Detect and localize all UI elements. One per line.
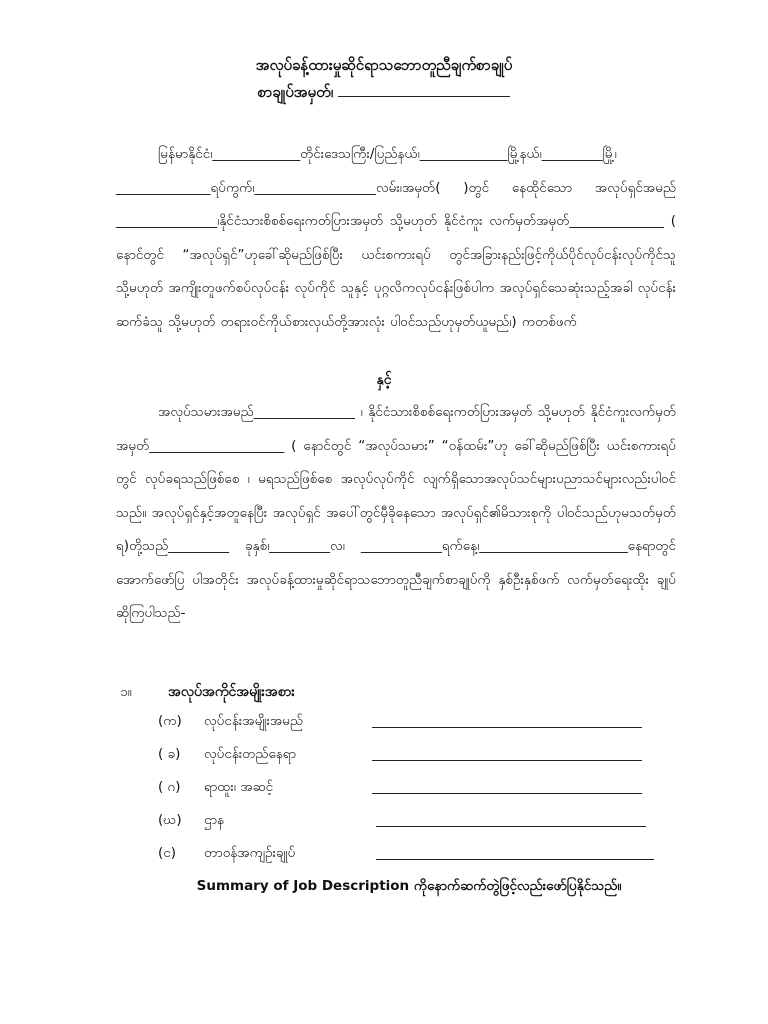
employee-paragraph: [116, 396, 676, 631]
document-title: အလုပ်ခန့်ထားမှုဆိုင်ရာသဘောတူညီချက်စာချုပ်: [255, 56, 513, 74]
employer-paragraph: [116, 138, 676, 339]
item-blank: [376, 826, 646, 827]
item-mark: ( ဂ): [158, 779, 181, 795]
employee-paragraph-text: အလုပ်သမားအမည်_______________ ၊ နိုင်ငံသားစိစစ်ရေးကတ်ပြားအမှတ် သို့မဟုတ် နိုင်ငံကူးလက်မှတ်အမှတ်____________________ ( နောင်တွင် “အလုပ်သမား” “ဝန်ထမ်း”ဟု ခေါ်ဆိုမည်ဖြစ်ပြီး ယင်းစကားရပ်တွင် လုပ်ခရသည်ဖြစ်စေ ၊ မရသည်ဖြစ်စေ အလုပ်လုပ်ကိုင် လျက်ရှိသောအလုပ်သင်များပညာသင်များလည်းပါဝင်သည်။ အလုပ်ရှင်နှင့်အတူနေပြီး အလုပ်ရှင် အပေါ်တွင်မှီခိုနေသော အလုပ်ရှင်၏မိသားစုကို ပါဝင်သည်ဟုမသတ်မှတ်ရ)တို့သည်_________ ခုနှစ်၊_________လ၊ ____________ရက်နေ့၊______________________နေရာတွင် အောက်ဖော်ပြ ပါအတိုင်း အလုပ်ခန့်ထားမှုဆိုင်ရာသဘောတူညီချက်စာချုပ်ကို နှစ်ဦးနှစ်ဖက် လက်မှတ်ရေးထိုး ချုပ်ဆိုကြပါသည်-: [116, 404, 676, 621]
item-blank: [372, 727, 642, 728]
job-item-summary: [158, 842, 658, 864]
job-item-type: [158, 710, 658, 732]
contract-number-label: စာချုပ်အမှတ်၊: [257, 83, 334, 101]
employer-paragraph-text: မြန်မာနိုင်ငံ၊_____________တိုင်းဒေသကြီး/ပြည်နယ်၊_____________မြို့နယ်၊_________မြို့၊ ______________ရပ်ကွက်၊__________________လမ်း၊အမှတ်( )တွင် နေထိုင်သော အလုပ်ရှင်အမည် _______________၊နိုင်ငံသားစိစစ်ရေးကတ်ပြားအမှတ် သို့မဟုတ် နိုင်ငံကူး လက်မှတ်အမှတ်______________ ( နောင်တွင် “အလုပ်ရှင်”ဟုခေါ်ဆိုမည်ဖြစ်ပြီး ယင်းစကားရပ် တွင်အခြားနည်းဖြင့်ကိုယ်ပိုင်လုပ်ငန်းလုပ်ကိုင်သူ သို့မဟုတ် အကျိုးတူဖက်စပ်လုပ်ငန်း လုပ်ကိုင် သူနှင့် ပုဂ္ဂလိကလုပ်ငန်းဖြစ်ပါက အလုပ်ရှင်သေဆုံးသည့်အခါ လုပ်ငန်းဆက်ခံသူ သို့မဟုတ် တရားဝင်ကိုယ်စားလှယ်တို့အားလုံး ပါဝင်သည်ဟုမှတ်ယူမည်၊) ကတစ်ဖက်: [116, 146, 676, 330]
item-mark: (ဃ): [158, 812, 182, 828]
item-label: လုပ်ငန်းအမျိုးအမည်: [204, 713, 304, 729]
section-heading: အလုပ်အကိုင်အမျိုးအစား: [168, 684, 295, 700]
item-mark: (င): [158, 845, 177, 861]
summary-note: Summary of Job Description ကိုနောက်ဆက်တွဲဖြင့်လည်းဖော်ပြနိုင်သည်။: [196, 878, 622, 894]
item-blank: [372, 760, 642, 761]
job-item-position: [158, 776, 658, 798]
item-label: ရာထူး၊ အဆင့်: [204, 779, 274, 795]
item-mark: ( ခ): [158, 746, 181, 762]
job-item-location: [158, 743, 658, 765]
item-label: တာဝန်အကျဉ်းချုပ်: [204, 845, 296, 861]
conjunction-heading: နှင့်: [376, 372, 392, 388]
contract-number-blank: [338, 82, 510, 97]
job-item-department: [158, 809, 658, 831]
item-blank: [372, 793, 642, 794]
item-blank: [376, 859, 654, 860]
item-label: လုပ်ငန်းတည်နေရာ: [204, 746, 297, 762]
section-number: ၁။: [120, 684, 132, 700]
item-label: ဌာန: [204, 812, 225, 828]
item-mark: (က): [158, 713, 182, 729]
contract-number-row: [0, 82, 768, 102]
